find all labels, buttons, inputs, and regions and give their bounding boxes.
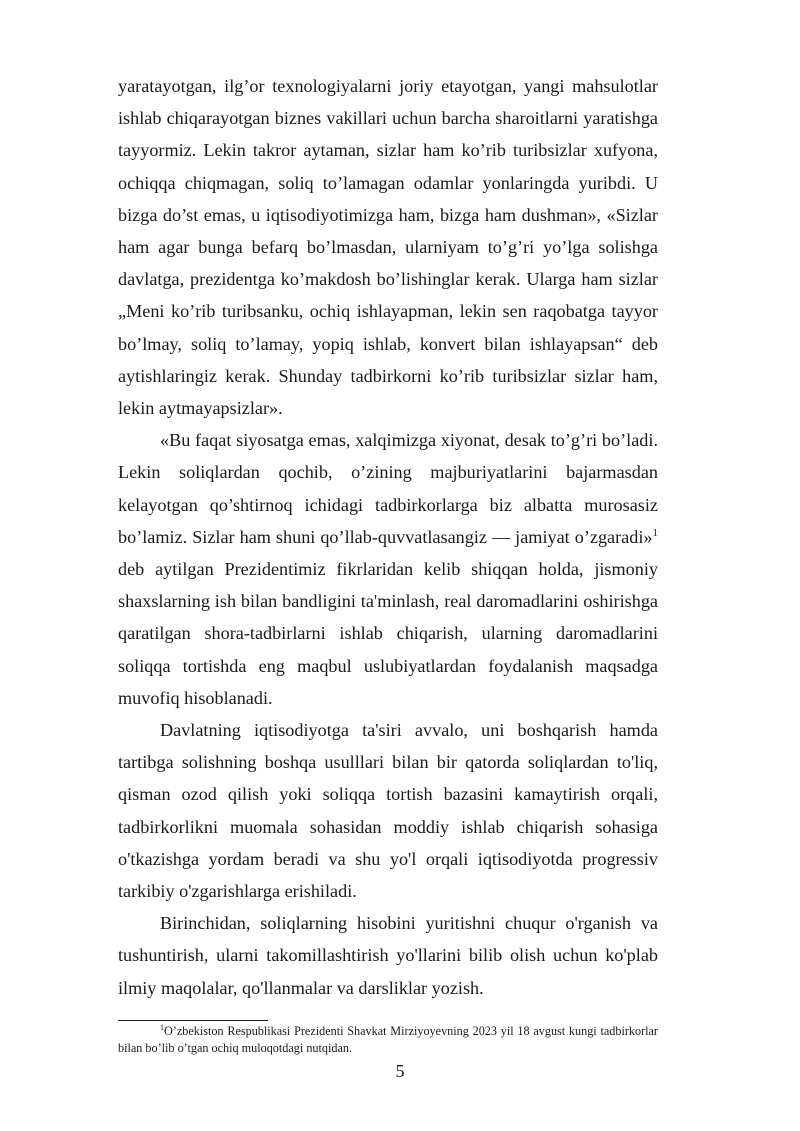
paragraph: Davlatning iqtisodiyotga ta'siri avvalo, uni boshqarish hamda tartibga solishning boshqa usulllari bilan bir qatorda soliqlardan to'liq, qisman ozod qilish yoki soliqqa tortish bazasini kamaytirish orqali, tadbirkorlikni muomala sohasidan moddiy ishlab chiqarish sohasiga o'tkazishga yordam beradi va shu yo'l orqali iqtisodiyotda progressiv tarkibiy o'zgarishlarga erishiladi. bbox=[118, 720, 658, 902]
footnote-text: O’zbekiston Respublikasi Prezidenti Shavkat Mirziyoyevning 2023 yil 18 avgust kungi tadbirkorlar bilan bo’lib o’tgan ochiq muloqotdagi nutqidan. bbox=[118, 1024, 658, 1055]
body-text bbox=[118, 70, 658, 1004]
page-number: 5 bbox=[395, 1061, 405, 1081]
paragraph-text: deb aytilgan Prezidentimiz fikrlaridan kelib shiqqan holda, jismoniy shaxslarning ish bilan bandligini ta'minlash, real daromadlarini oshirishga qaratilgan shora-tadbirlarni ishlab chiqarish, ularning daromadlarini soliqqa tortishda eng maqbul uslubiyatlardan foydalanish maqsadga muvofiq hisoblanadi. bbox=[118, 559, 658, 708]
paragraph: Birinchidan, soliqlarning hisobini yuritishni chuqur o'rganish va tushuntirish, ularni takomillashtirish yo'llarini bilib olish uchun ko'plab ilmiy maqolalar, qo'llanmalar va darsliklar yozish. bbox=[118, 913, 658, 998]
quote-text: «Bu faqat siyosatga emas, xalqimizga xiyonat, desak to’g’ri bo’ladi. Lekin soliqlardan qochib, o’zining majburiyatlarini bajarmasdan kelayotgan qo’shtirnoq ichidagi tadbirkorlarga biz albatta murosasiz bo’lamiz. Sizlar ham shuni qo’llab-quvvatlasangiz — jamiyat o’zgaradi» bbox=[118, 430, 658, 547]
footnote-entry bbox=[118, 1023, 658, 1057]
footnote-number: 1 bbox=[160, 1023, 164, 1032]
footnote-reference[interactable]: 1 bbox=[652, 526, 658, 539]
paragraph: yaratayotgan, ilg’or texnologiyalarni joriy etayotgan, yangi mahsulotlar ishlab chiqarayotgan biznes vakillari uchun barcha sharoitlarni yaratishga tayyormiz. Lekin takror aytaman, sizlar ham ko’rib turibsizlar xufyona, ochiqqa chiqmagan, soliq to’lamagan odamlar yonlaringda yuribdi. U bizga do’st emas, u iqtisodiyotimizga ham, bizga ham dushman», «Sizlar ham agar bunga befarq bo’lmasdan, ularniyam to’g’ri yo’lga solishga davlatga, prezidentga ko’makdosh bo’lishinglar kerak. Ularga ham sizlar „Meni ko’rib turibsanku, ochiq ishlayapman, lekin sen raqobatga tayyor bo’lmay, soliq to’lamay, yopiq ishlab, konvert bilan ishlayapsan“ deb aytishlaringiz kerak. Shunday tadbirkorni ko’rib turibsizlar sizlar ham, lekin aytmayapsizlar». bbox=[118, 76, 658, 419]
footnote bbox=[118, 1023, 658, 1057]
footnote-separator bbox=[118, 1020, 268, 1021]
paragraph bbox=[118, 424, 658, 714]
